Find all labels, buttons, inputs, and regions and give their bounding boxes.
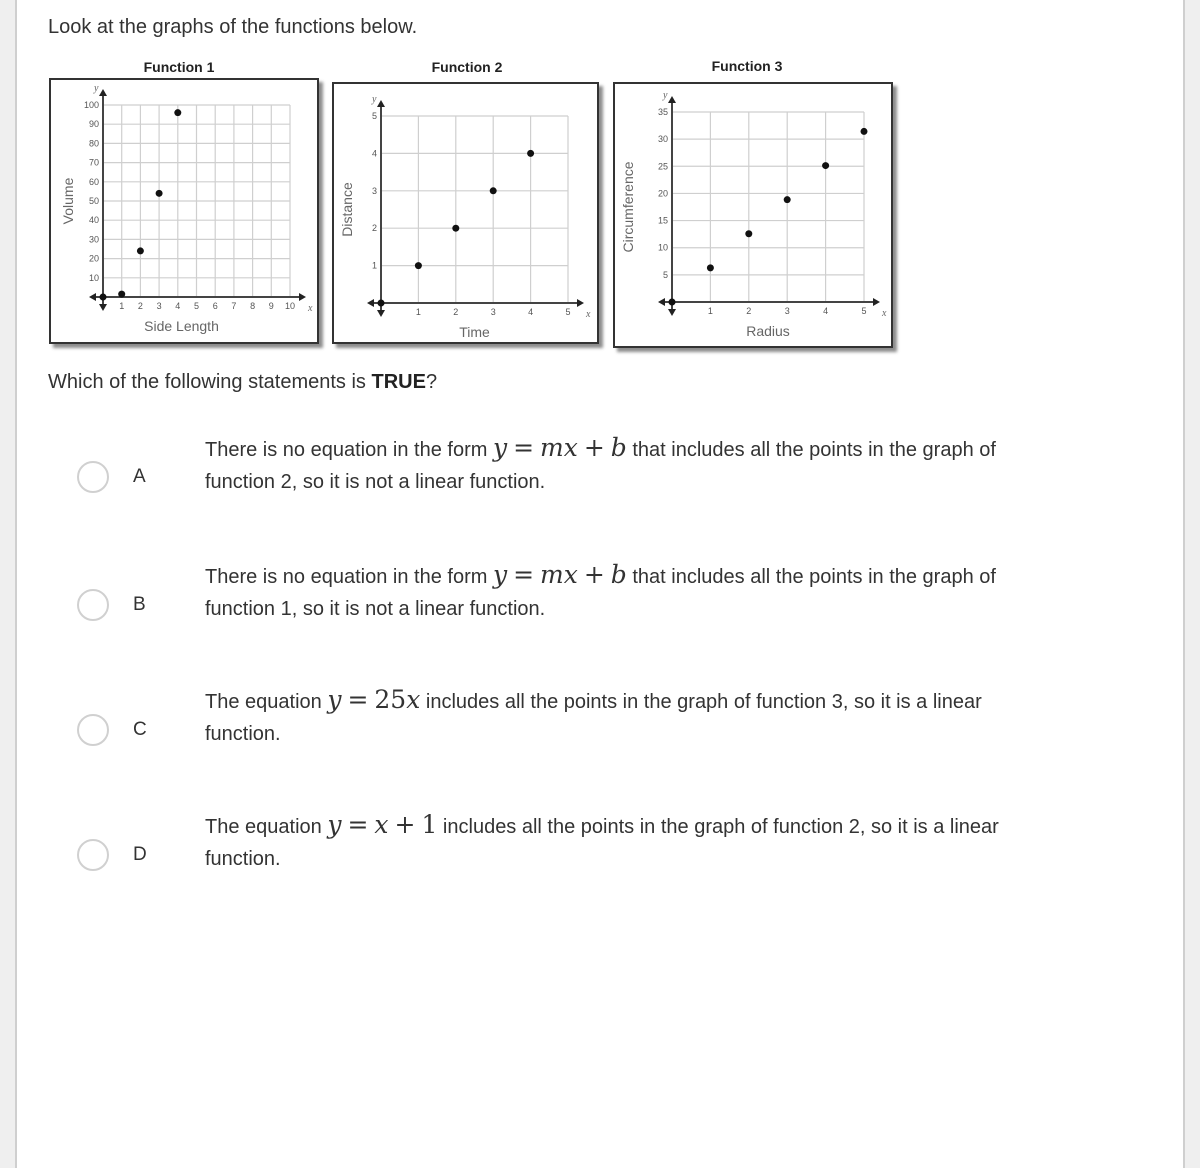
option-text xyxy=(205,809,1105,875)
answer-option-a[interactable] xyxy=(0,432,1180,512)
question-emphasis: TRUE xyxy=(371,371,426,393)
svg-text:1: 1 xyxy=(119,301,125,311)
answer-option-b[interactable] xyxy=(0,559,1180,639)
svg-text:2: 2 xyxy=(746,306,752,316)
option-text-pre: There is no equation in the form xyxy=(205,439,493,461)
data-point xyxy=(415,262,422,269)
answer-option-d[interactable] xyxy=(0,809,1180,889)
svg-text:25: 25 xyxy=(657,161,668,172)
svg-text:5: 5 xyxy=(861,306,867,316)
option-letter: B xyxy=(133,594,146,615)
svg-text:8: 8 xyxy=(250,301,256,311)
svg-text:80: 80 xyxy=(88,138,99,149)
svg-text:4: 4 xyxy=(175,301,181,311)
svg-text:15: 15 xyxy=(657,215,668,226)
option-text-line2: function 1, so it is not a linear function. xyxy=(205,598,546,620)
svg-text:1: 1 xyxy=(371,260,377,271)
svg-text:30: 30 xyxy=(657,134,668,145)
data-point xyxy=(527,150,534,157)
question-text xyxy=(48,371,437,394)
svg-text:5: 5 xyxy=(662,269,668,280)
svg-text:5: 5 xyxy=(193,301,200,311)
option-text-pre: The equation xyxy=(205,816,328,838)
option-text xyxy=(205,559,1105,625)
svg-text:3: 3 xyxy=(371,185,377,196)
svg-text:60: 60 xyxy=(88,176,99,187)
svg-text:20: 20 xyxy=(657,188,668,199)
svg-text:2: 2 xyxy=(371,223,377,234)
radio-button-a[interactable] xyxy=(77,461,109,493)
svg-text:10: 10 xyxy=(657,242,668,253)
svg-text:4: 4 xyxy=(823,306,829,316)
data-point xyxy=(490,187,497,194)
radio-button-b[interactable] xyxy=(77,589,109,621)
svg-text:3: 3 xyxy=(156,301,162,311)
option-text-line2: function. xyxy=(205,848,281,870)
data-point xyxy=(118,291,125,298)
svg-text:6: 6 xyxy=(212,301,218,311)
svg-text:2: 2 xyxy=(453,307,459,317)
option-math: y = 25x xyxy=(327,685,421,714)
question-suffix: ? xyxy=(425,371,438,393)
option-text-pre: There is no equation in the form xyxy=(205,566,493,588)
option-letter: A xyxy=(133,466,146,487)
data-point xyxy=(174,109,181,116)
x-axis-label: Time xyxy=(459,324,490,340)
svg-text:70: 70 xyxy=(88,157,99,168)
svg-text:30: 30 xyxy=(88,234,99,245)
data-point xyxy=(861,128,868,135)
option-text xyxy=(205,432,1105,498)
option-letter: C xyxy=(133,719,147,740)
option-text-line2: function. xyxy=(205,723,281,745)
option-text-post: includes all the points in the graph of function 3, so it is a linear xyxy=(420,691,982,713)
svg-text:y: y xyxy=(663,90,668,101)
radio-button-d[interactable] xyxy=(77,839,109,871)
data-point xyxy=(378,300,385,307)
radio-button-c[interactable] xyxy=(77,714,109,746)
function-3-graph xyxy=(613,82,893,348)
svg-text:5: 5 xyxy=(565,307,571,317)
data-point xyxy=(100,294,107,301)
function-1-graph xyxy=(49,78,319,344)
svg-text:35: 35 xyxy=(657,107,668,117)
svg-text:20: 20 xyxy=(88,253,99,264)
function-1-title: Function 1 xyxy=(143,59,215,75)
scatter-plot xyxy=(615,84,891,346)
option-math: y = mx + b xyxy=(492,560,627,589)
svg-text:5: 5 xyxy=(371,111,377,121)
svg-text:2: 2 xyxy=(137,301,143,311)
scatter-plot xyxy=(334,84,597,342)
option-text-pre: The equation xyxy=(205,691,328,713)
right-page-margin xyxy=(1183,0,1200,1168)
scatter-plot xyxy=(51,80,317,342)
x-axis-label: Side Length xyxy=(144,318,219,334)
data-point xyxy=(707,264,714,271)
svg-text:9: 9 xyxy=(268,301,274,311)
y-axis-label: Circumference xyxy=(620,161,636,253)
svg-text:x: x xyxy=(586,309,591,320)
y-axis-label: Volume xyxy=(60,177,76,225)
data-point xyxy=(669,299,676,306)
svg-text:y: y xyxy=(94,83,99,94)
option-text-post: includes all the points in the graph of function 2, so it is a linear xyxy=(437,816,999,838)
data-point xyxy=(745,230,752,237)
svg-text:10: 10 xyxy=(284,301,296,311)
svg-text:40: 40 xyxy=(88,215,99,226)
option-text xyxy=(205,684,1105,750)
svg-text:4: 4 xyxy=(528,307,534,317)
svg-text:1: 1 xyxy=(707,306,713,316)
instruction-text: Look at the graphs of the functions below. xyxy=(48,16,418,38)
x-axis-label: Radius xyxy=(746,323,790,339)
data-point xyxy=(137,247,144,254)
svg-text:x: x xyxy=(308,303,313,314)
function-2-graph xyxy=(332,82,599,344)
function-3-title: Function 3 xyxy=(711,58,783,74)
svg-text:7: 7 xyxy=(231,301,237,311)
data-point xyxy=(784,196,791,203)
option-text-post: that includes all the points in the graph of xyxy=(626,439,996,461)
svg-text:90: 90 xyxy=(88,119,99,130)
option-math: y = x + 1 xyxy=(327,810,438,839)
data-point xyxy=(156,190,163,197)
svg-text:3: 3 xyxy=(784,306,790,316)
svg-text:4: 4 xyxy=(371,148,377,159)
data-point xyxy=(452,225,459,232)
svg-text:x: x xyxy=(882,308,887,319)
data-point xyxy=(822,162,829,169)
function-2-title: Function 2 xyxy=(431,59,503,75)
svg-text:3: 3 xyxy=(490,307,496,317)
svg-text:50: 50 xyxy=(88,196,99,206)
option-math: y = mx + b xyxy=(492,433,627,462)
option-text-line2: function 2, so it is not a linear function. xyxy=(205,471,546,493)
svg-text:y: y xyxy=(372,94,377,105)
svg-text:10: 10 xyxy=(88,272,99,283)
svg-text:1: 1 xyxy=(415,307,421,317)
option-letter: D xyxy=(133,844,147,865)
answer-option-c[interactable] xyxy=(0,684,1180,764)
option-text-post: that includes all the points in the graph of xyxy=(626,566,996,588)
question-prefix: Which of the following statements is xyxy=(48,371,372,393)
svg-text:100: 100 xyxy=(83,100,99,110)
y-axis-label: Distance xyxy=(339,182,355,237)
